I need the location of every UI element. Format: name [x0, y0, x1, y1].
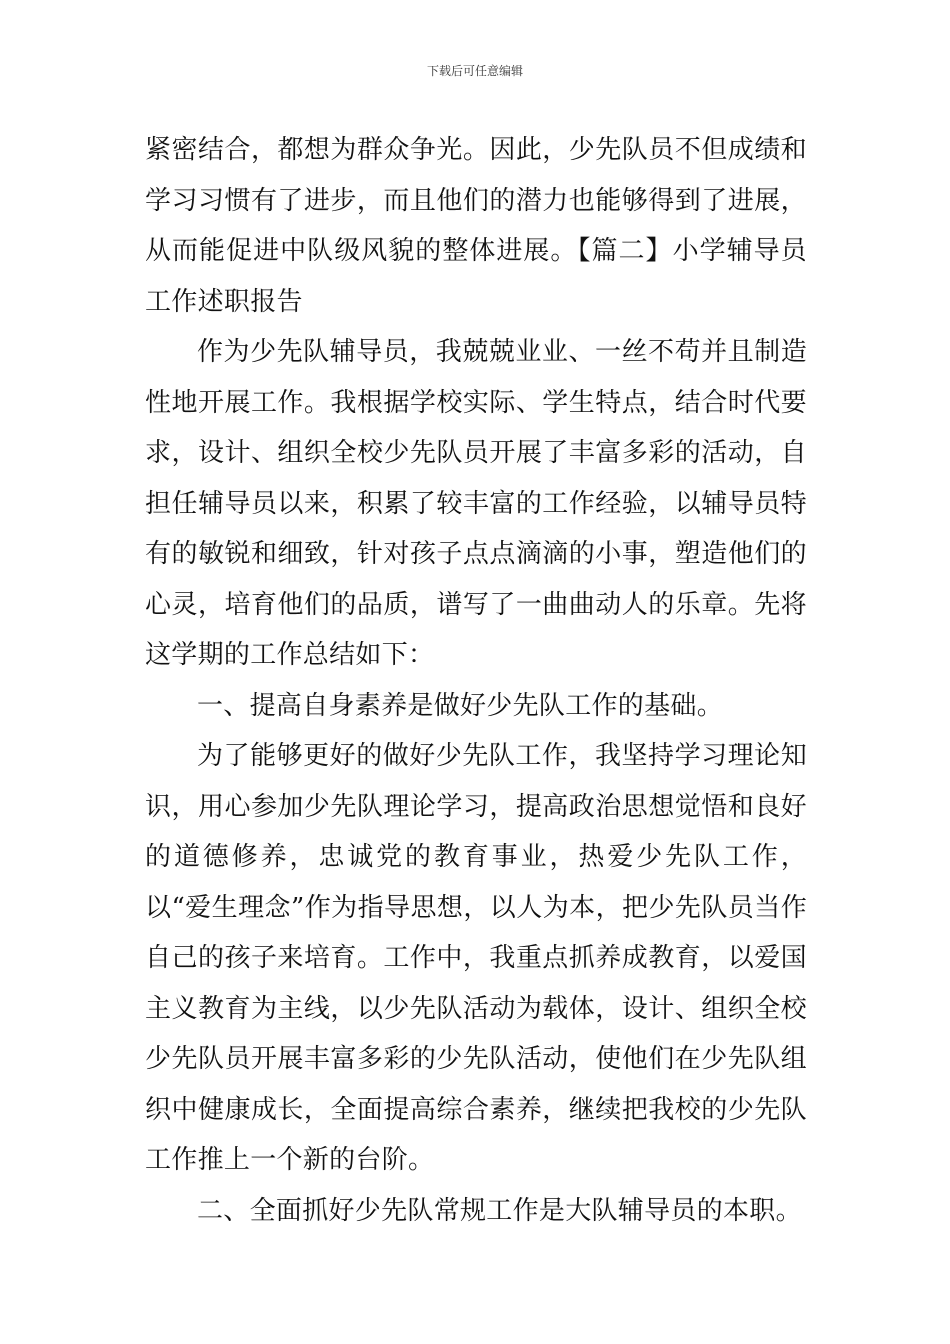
paragraph: 紧密结合，都想为群众争光。因此，少先队员不但成绩和学习习惯有了进步，而且他们的潜力也能够得到了进展，从而能促进中队级风貌的整体进展。【篇二】小学辅导员工作述职报告: [145, 135, 807, 317]
section-heading: 一、提高自身素养是做好少先队工作的基础。: [197, 690, 724, 721]
document-body: [145, 125, 807, 1236]
paragraph: 作为少先队辅导员，我兢兢业业、一丝不苟并且制造性地开展工作。我根据学校实际、学生特点，结合时代要求，设计、组织全校少先队员开展了丰富多彩的活动，自担任辅导员以来，积累了较丰富的工作经验，以辅导员特有的敏锐和细致，针对孩子点点滴滴的小事，塑造他们的心灵，培育他们的品质，谱写了一曲曲动人的乐章。先将这学期的工作总结如下：: [145, 337, 807, 670]
page-header: 下载后可任意编辑: [426, 64, 523, 78]
section-heading: 二、全面抓好少先队常规工作是大队辅导员的本职。: [197, 1195, 802, 1226]
paragraph: 为了能够更好的做好少先队工作，我坚持学习理论知识，用心参加少先队理论学习，提高政治思想觉悟和良好的道德修养，忠诚党的教育事业，热爱少先队工作，以“爱生理念”作为指导思想，以人为本，把少先队员当作自己的孩子来培育。工作中，我重点抓养成教育，以爱国主义教育为主线，以少先队活动为载体，设计、组织全校少先队员开展丰富多彩的少先队活动，使他们在少先队组织中健康成长，全面提高综合素养，继续把我校的少先队工作推上一个新的台阶。: [145, 741, 807, 1175]
